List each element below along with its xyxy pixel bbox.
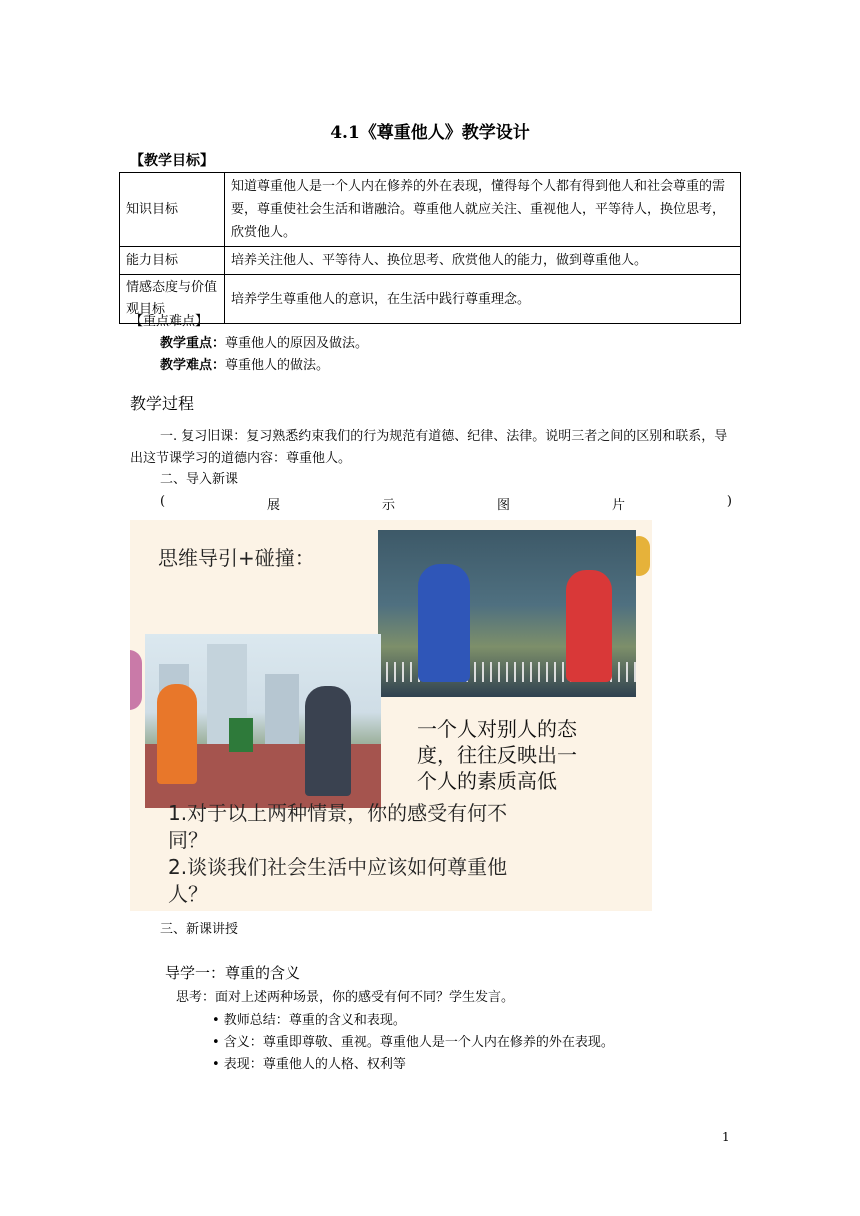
goal-text: 培养学生尊重他人的意识，在生活中践行尊重理念。: [225, 275, 741, 324]
question-line: 同？: [168, 828, 208, 852]
table-row: [120, 173, 741, 247]
bullet-label: • 教师总结：: [212, 1013, 289, 1028]
bullet-text: 尊重他人的人格、权利等: [262, 1057, 406, 1072]
sweeper-figure: [157, 684, 197, 784]
focus-text: 尊重他人的原因及做法。: [225, 336, 369, 351]
quote-line: 个人的素质高低: [417, 769, 557, 793]
think-line: [176, 988, 514, 1008]
slide-header: 思维导引+碰撞：: [158, 546, 315, 570]
show-image-char: 片: [611, 498, 625, 513]
difficulty-text: 尊重他人的做法。: [225, 358, 330, 373]
keypoints-heading: 【重点难点】: [130, 314, 209, 329]
focus-label: 教学重点：: [160, 336, 226, 351]
goal-text: 知道尊重他人是一个人内在修养的外在表现，懂得每个人都有得到他人和社会尊重的需要，尊重使社会生活和谐融洽。尊重他人就应关注、重视他人，平等待人，换位思考，欣赏他人。: [225, 173, 741, 247]
goal-label: 知识目标: [120, 173, 225, 247]
slide-quote: [417, 716, 577, 794]
cartoon-illustration: [145, 634, 381, 808]
question-line: 人？: [168, 882, 208, 906]
question-line: 1.对于以上两种情景，你的感受有何不: [168, 801, 508, 825]
trash-bin-shape: [229, 718, 253, 752]
quote-line: 一个人对别人的态: [417, 717, 577, 741]
process-heading: 教学过程: [130, 394, 195, 413]
bullet-item: [212, 1011, 406, 1031]
focus-line: [160, 334, 368, 354]
show-image-char: ): [726, 494, 732, 509]
goal-label: 能力目标: [120, 247, 225, 275]
player-figure: [566, 570, 612, 682]
think-text: 面对上述两种场景，你的感受有何不同？学生发言。: [215, 990, 515, 1005]
difficulty-label: 教学难点：: [160, 358, 226, 373]
bullet-item: [212, 1033, 614, 1053]
think-label: 思考：: [176, 990, 216, 1005]
goal-text: 培养关注他人、平等待人、换位思考、欣赏他人的能力，做到尊重他人。: [225, 247, 741, 275]
bullet-text: 尊重即尊敬、重视。尊重他人是一个人内在修养的外在表现。: [262, 1035, 614, 1050]
difficulty-line: [160, 356, 329, 376]
show-image-char: 展: [267, 498, 281, 513]
show-image-line: [160, 494, 732, 513]
page-number: 1: [722, 1130, 730, 1144]
man-figure: [305, 686, 351, 796]
guide1-heading: 导学一：尊重的含义: [165, 964, 301, 982]
step3-heading: 三、新课讲授: [160, 922, 239, 937]
show-image-char: 示: [382, 498, 396, 513]
slide-image: [130, 520, 652, 911]
bullet-label: • 表现：: [212, 1057, 263, 1072]
goals-heading: 【教学目标】: [130, 153, 214, 169]
goal-label: 情感态度与价值观目标: [120, 275, 225, 324]
bullet-item: [212, 1055, 406, 1075]
question-line: 2.谈谈我们社会生活中应该如何尊重他: [168, 855, 508, 879]
bullet-label: • 含义：: [212, 1035, 263, 1050]
decor-shape: [130, 650, 142, 710]
step1-paragraph: 一. 复习旧课：复习熟悉约束我们的行为规范有道德、纪律、法律。说明三者之间的区别和联系，导出这节课学习的道德内容：尊重他人。: [130, 429, 728, 466]
tennis-photo: [378, 530, 636, 697]
table-row: [120, 275, 741, 324]
goals-table: [119, 172, 741, 324]
player-figure: [418, 564, 470, 682]
show-image-char: (: [160, 494, 166, 509]
step2-heading: 二、导入新课: [160, 472, 239, 487]
show-image-char: 图: [496, 498, 510, 513]
document-title: 4.1《尊重他人》教学设计: [330, 123, 530, 143]
slide-questions: [168, 800, 568, 908]
bullet-text: 尊重的含义和表现。: [288, 1013, 406, 1028]
quote-line: 度，往往反映出一: [417, 743, 577, 767]
table-row: [120, 247, 741, 275]
